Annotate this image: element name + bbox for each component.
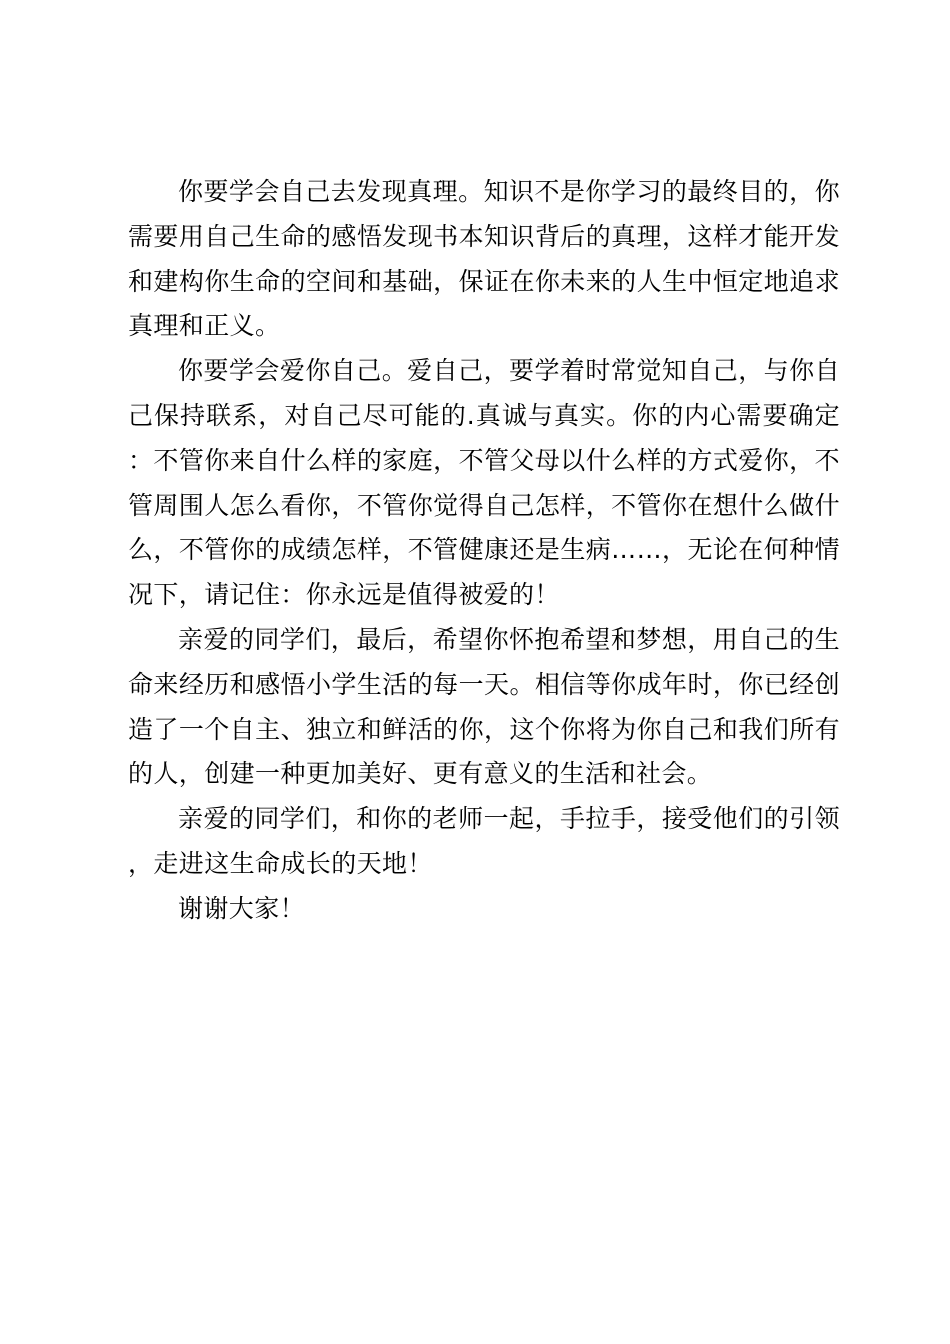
paragraph-hand-in-hand: 亲爱的同学们，和你的老师一起，手拉手，接受他们的引领，走进这生命成长的天地！	[128, 804, 840, 878]
paragraph-thanks: 谢谢大家！	[178, 893, 306, 923]
paragraph-love-yourself: 你要学会爱你自己。爱自己，要学着时常觉知自己，与你自己保持联系，对自己尽可能的.真诚与真实。你的内心需要确定：不管你来自什么样的家庭，不管父母以什么样的方式爱你，不管周围人怎么看你，不管你觉得自己怎样，不管你在想什么做什么，不管你的成绩怎样，不管健康还是生病……，无论在何种情况下，请记住：你永远是值得被爱的！	[128, 356, 840, 610]
paragraph-truth: 你要学会自己去发现真理。知识不是你学习的最终目的，你需要用自己生命的感悟发现书本知识背后的真理，这样才能开发和建构你生命的空间和基础，保证在你未来的人生中恒定地追求真理和正义。	[128, 177, 840, 341]
paragraph-hope-dreams: 亲爱的同学们，最后，希望你怀抱希望和梦想，用自己的生命来经历和感悟小学生活的每一天。相信等你成年时，你已经创造了一个自主、独立和鲜活的你，这个你将为你自己和我们所有的人，创建一种更加美好、更有意义的生活和社会。	[128, 624, 840, 789]
document-body	[128, 170, 840, 932]
